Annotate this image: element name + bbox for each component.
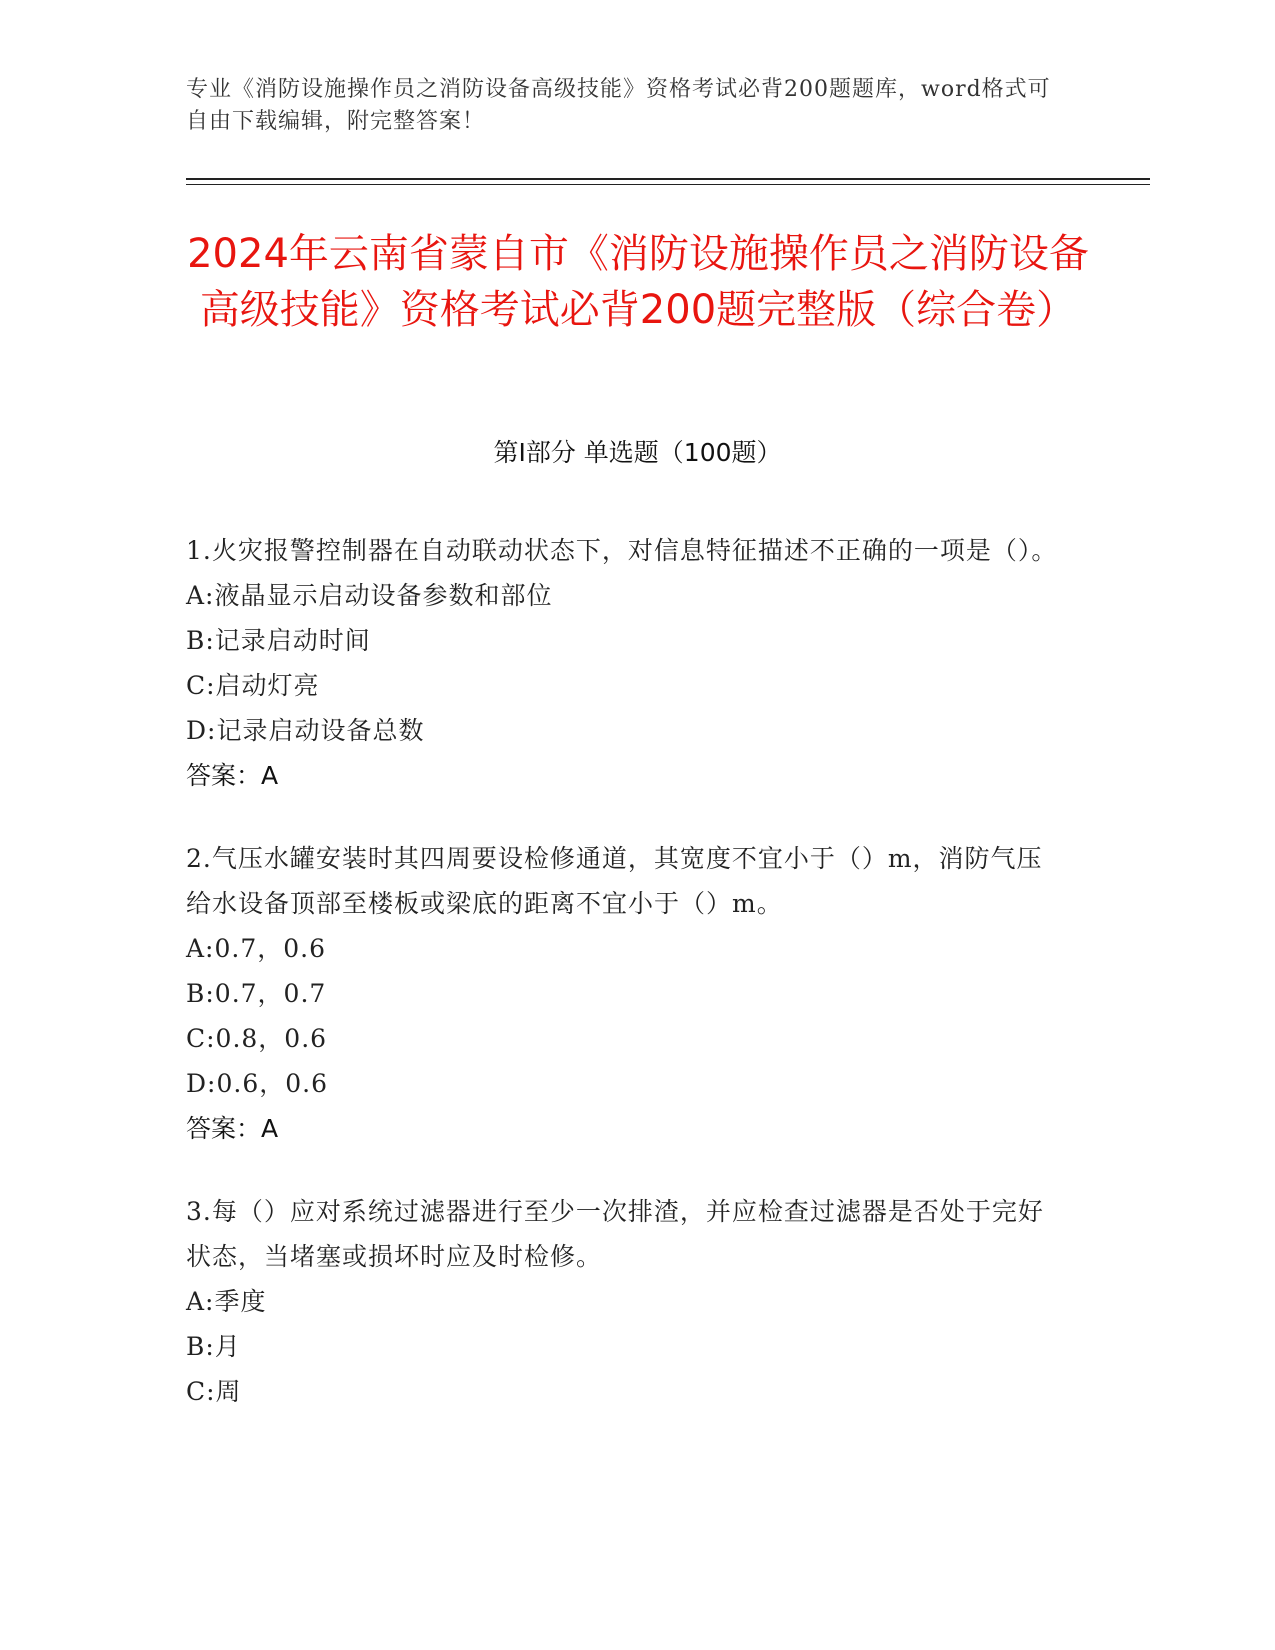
option-b: B:0.7，0.7 bbox=[186, 979, 327, 1008]
option-b: B:月 bbox=[186, 1332, 241, 1361]
question-stem: 1.火灾报警控制器在自动联动状态下，对信息特征描述不正确的一项是（）。 bbox=[186, 536, 1058, 565]
option-b: B:记录启动时间 bbox=[186, 626, 371, 655]
option-a: A:0.7，0.6 bbox=[186, 934, 326, 963]
option-c: C:周 bbox=[186, 1377, 242, 1406]
question-stem: 3.每（）应对系统过滤器进行至少一次排渣，并应检查过滤器是否处于完好状态，当堵塞或损坏时应及时检修。 bbox=[186, 1197, 1044, 1271]
option-c: C:0.8，0.6 bbox=[186, 1024, 328, 1053]
document-title: 2024年云南省蒙自市《消防设施操作员之消防设备高级技能》资格考试必背200题完整版（综合卷） bbox=[187, 231, 1089, 333]
header-rule-thick bbox=[186, 178, 1150, 180]
question-1 bbox=[186, 528, 1066, 798]
header-note: 专业《消防设施操作员之消防设备高级技能》资格考试必背200题题库，word格式可自由下载编辑，附完整答案！ bbox=[186, 77, 1051, 134]
section-heading: 第I部分 单选题（100题） bbox=[493, 438, 782, 467]
question-2 bbox=[186, 836, 1066, 1151]
option-d: D:0.6，0.6 bbox=[186, 1069, 328, 1098]
answer: 答案：A bbox=[186, 761, 279, 790]
question-list bbox=[186, 528, 1066, 1452]
option-a: A:液晶显示启动设备参数和部位 bbox=[186, 581, 553, 610]
option-a: A:季度 bbox=[186, 1287, 267, 1316]
answer: 答案：A bbox=[186, 1114, 279, 1143]
header-rule-thin bbox=[186, 184, 1150, 185]
question-stem: 2.气压水罐安装时其四周要设检修通道，其宽度不宜小于（）m，消防气压给水设备顶部至楼板或梁底的距离不宜小于（）m。 bbox=[186, 844, 1043, 918]
option-d: D:记录启动设备总数 bbox=[186, 716, 425, 745]
question-3 bbox=[186, 1189, 1066, 1414]
option-c: C:启动灯亮 bbox=[186, 671, 320, 700]
